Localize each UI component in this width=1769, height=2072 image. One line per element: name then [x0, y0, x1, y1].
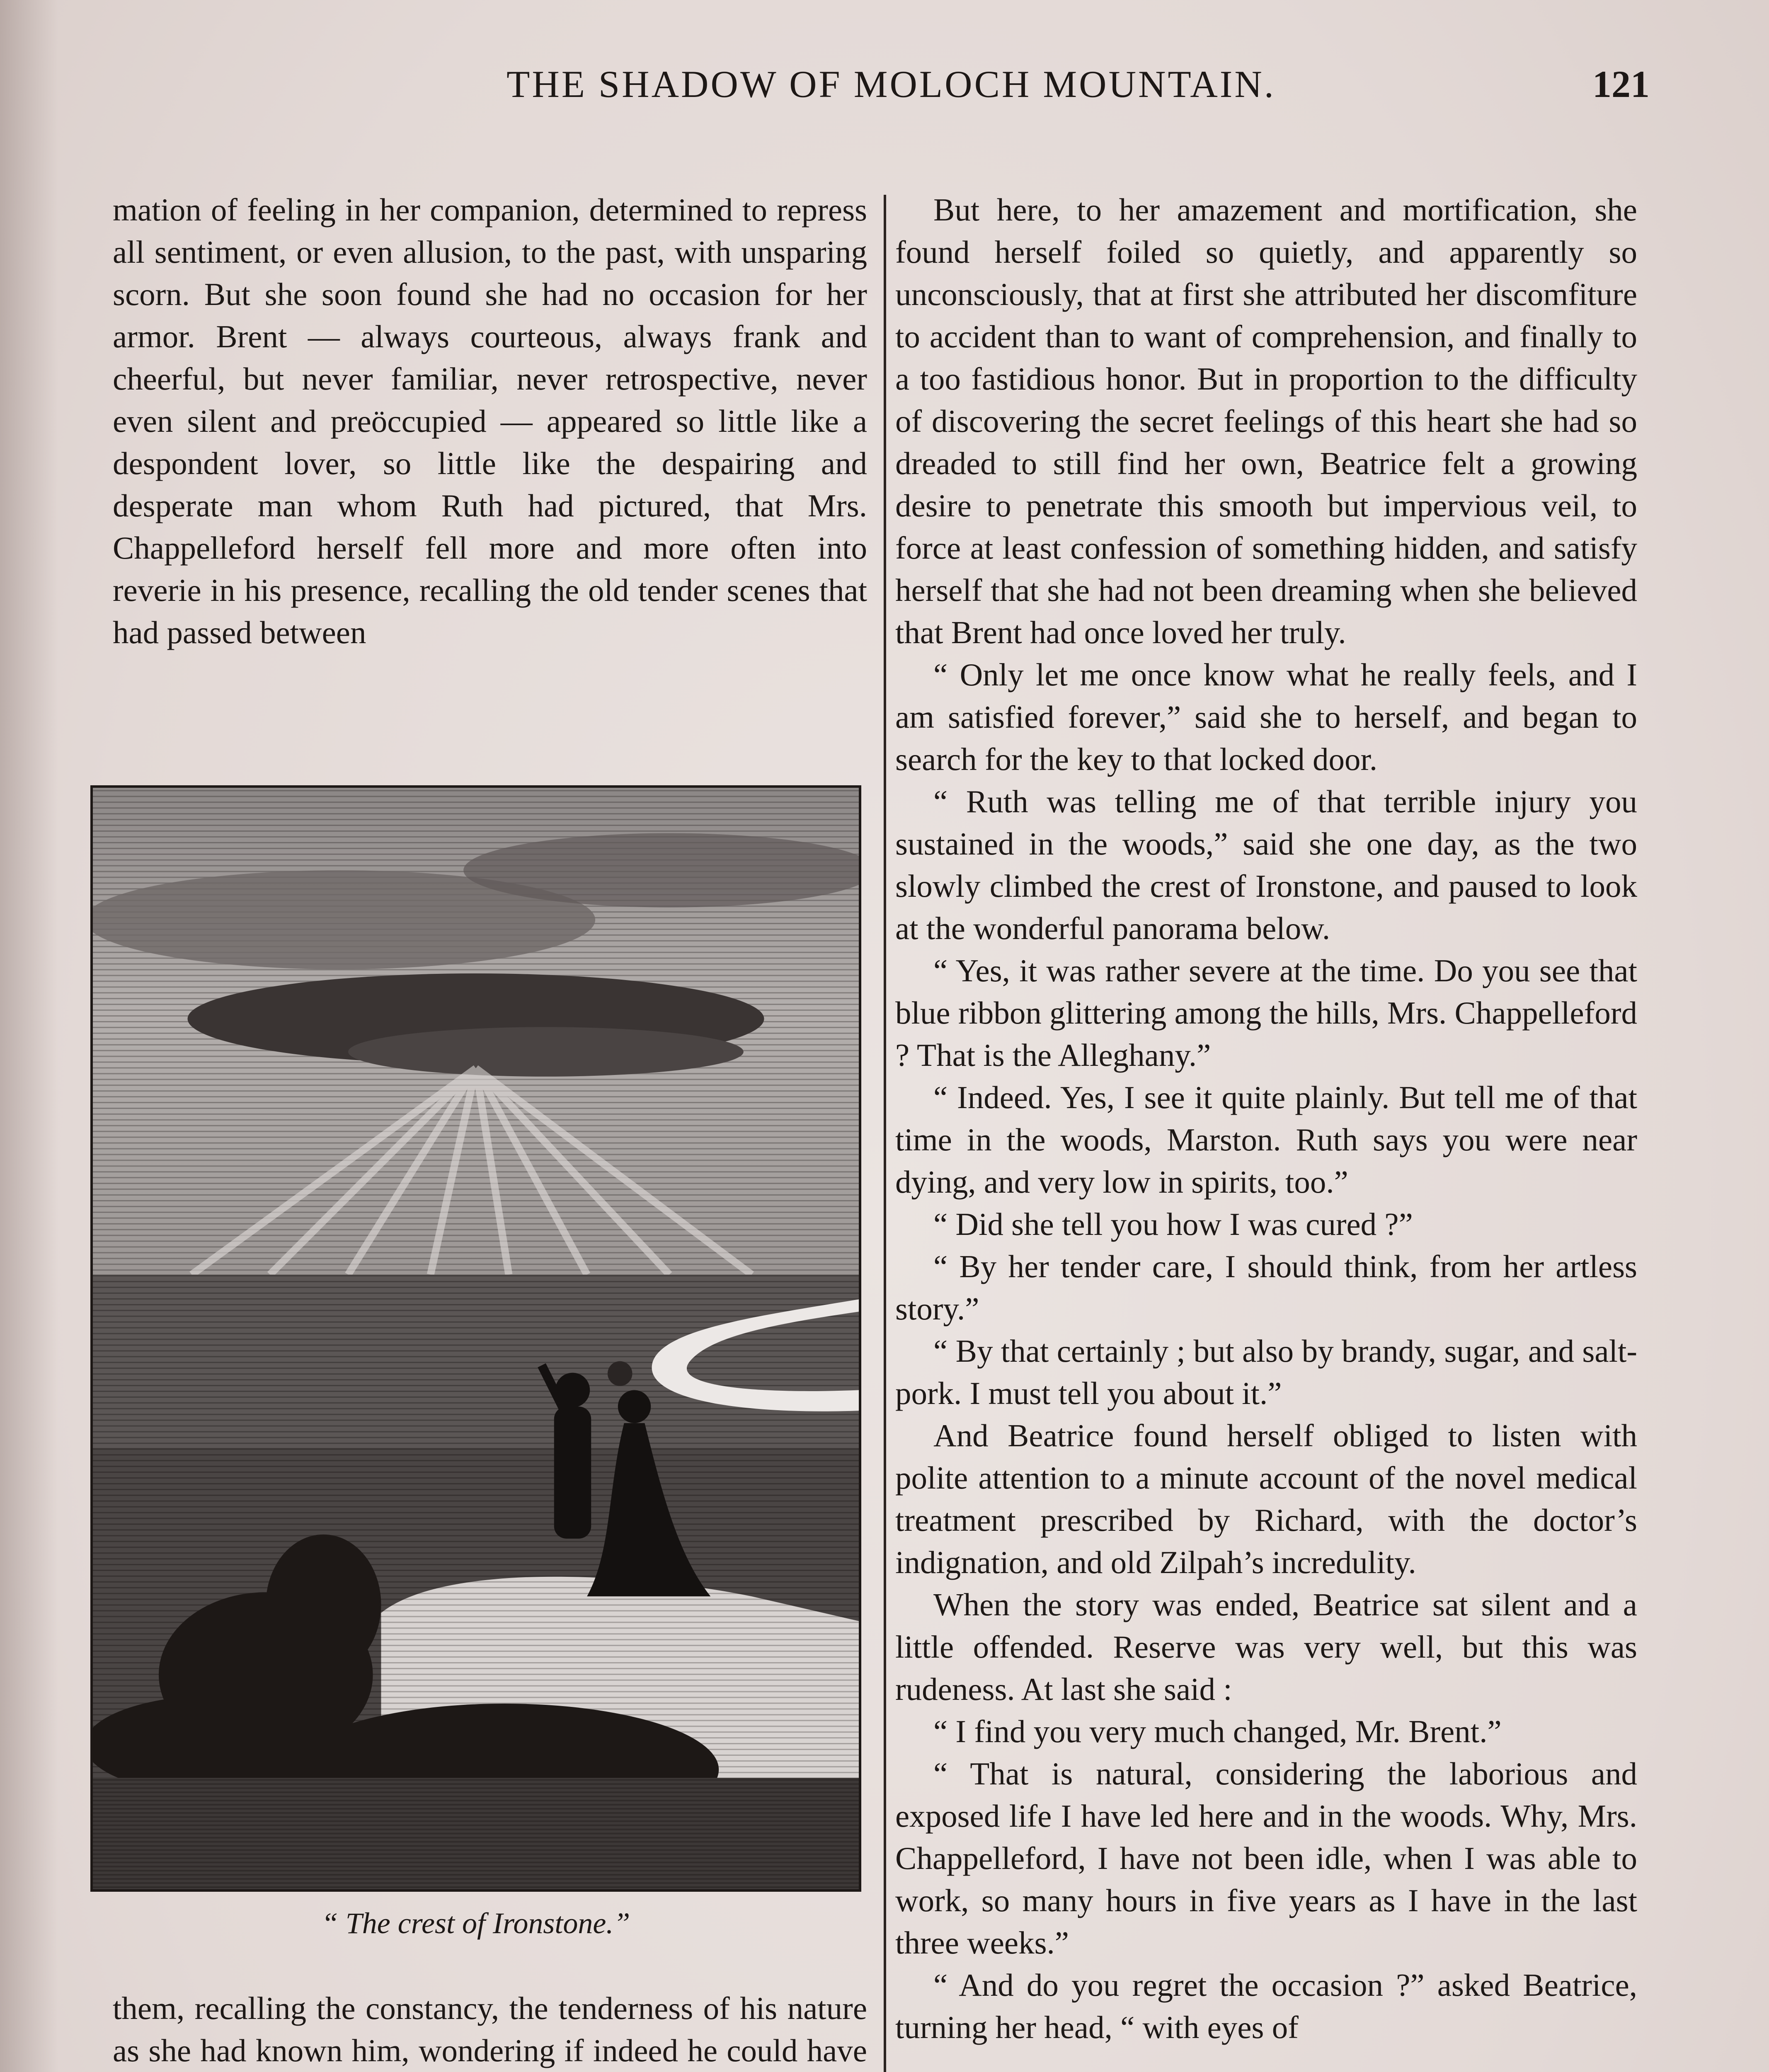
paragraph: “ Only let me once know what he really feels, and I am satisfied forever,” said she to herself, and began to search for the key to that locked door.: [895, 657, 1637, 777]
paragraph: When the story was ended, Beatrice sat silent and a little offended. Reserve was very well, but this was rudeness. At last she said :: [895, 1587, 1637, 1707]
paragraph: “ By that certainly ; but also by brandy, sugar, and salt-pork. I must tell you about it.”: [895, 1333, 1637, 1411]
paragraph: “ I find you very much changed, Mr. Brent.”: [933, 1714, 1502, 1749]
paragraph: “ And do you regret the occasion ?” asked Beatrice, turning her head, “ with eyes of: [895, 1967, 1637, 2045]
paragraph: “ Yes, it was rather severe at the time. Do you see that blue ribbon glittering among the hills, Mrs. Chappelleford ? That is the Alleghany.”: [895, 953, 1637, 1073]
paragraph: them, recalling the constancy, the tenderness of his nature as she had known him, wondering if indeed he could have: [113, 1990, 867, 2068]
left-column-top: [113, 189, 867, 654]
right-column: [895, 189, 1637, 2048]
illustration-caption: “ The crest of Ironstone.”: [321, 1907, 630, 1940]
page-number: 121: [1592, 63, 1650, 105]
engraving-illustration: [90, 785, 861, 1892]
paragraph: “ Ruth was telling me of that terrible injury you sustained in the woods,” said she one day, as the two slowly climbed the crest of Ironstone, and paused to look at the wonderful panorama below.: [895, 784, 1637, 946]
paragraph: “ That is natural, considering the laborious and exposed life I have led here and in the woods. Why, Mrs. Chappelleford, I have not been idle, when I was able to work, so many hours in five years as I have in the last three weeks.”: [895, 1756, 1637, 1961]
running-title: THE SHADOW OF MOLOCH MOUNTAIN.: [506, 63, 1276, 105]
paragraph: But here, to her amazement and mortification, she found herself foiled so quietly, and apparently so unconsciously, that at first she attributed her discomfiture to accident than to want of comprehension, and finally to a too fastidious honor. But in proportion to the difficulty of discovering the secret feelings of this heart she had so dreaded to still find her own, Beatrice felt a growing desire to penetrate this smooth but impervious veil, to force at least confession of something hidden, and satisfy herself that she had not been dreaming when she believed that Brent had once loved her truly.: [895, 192, 1637, 650]
page-edge-shadow: [0, 0, 58, 2072]
mountain-crest-engraving: [93, 788, 859, 1889]
left-column-bottom: [113, 1987, 867, 2072]
paragraph: “ By her tender care, I should think, from her artless story.”: [895, 1249, 1637, 1326]
paragraph: “ Indeed. Yes, I see it quite plainly. But tell me of that time in the woods, Marston. Ruth says you were near dying, and very low in spirits, too.”: [895, 1080, 1637, 1200]
paragraph: mation of feeling in her companion, determined to repress all sentiment, or even allusion, to the past, with unsparing scorn. But she soon found she had no occasion for her armor. Brent — always courteous, always frank and cheerful, but never familiar, never retrospective, never even silent and preöccupied — appeared so little like a despondent lover, so little like the despairing and desperate man whom Ruth had pictured, that Mrs. Chappelleford herself fell more and more often into reverie in his presence, recalling the old tender scenes that had passed between: [113, 192, 867, 650]
paragraph: And Beatrice found herself obliged to listen with polite attention to a minute account of the novel medical treatment prescribed by Richard, with the doctor’s indignation, and old Zilpah’s incredulity.: [895, 1418, 1637, 1580]
paragraph: “ Did she tell you how I was cured ?”: [933, 1206, 1413, 1242]
column-divider: [884, 195, 886, 2072]
